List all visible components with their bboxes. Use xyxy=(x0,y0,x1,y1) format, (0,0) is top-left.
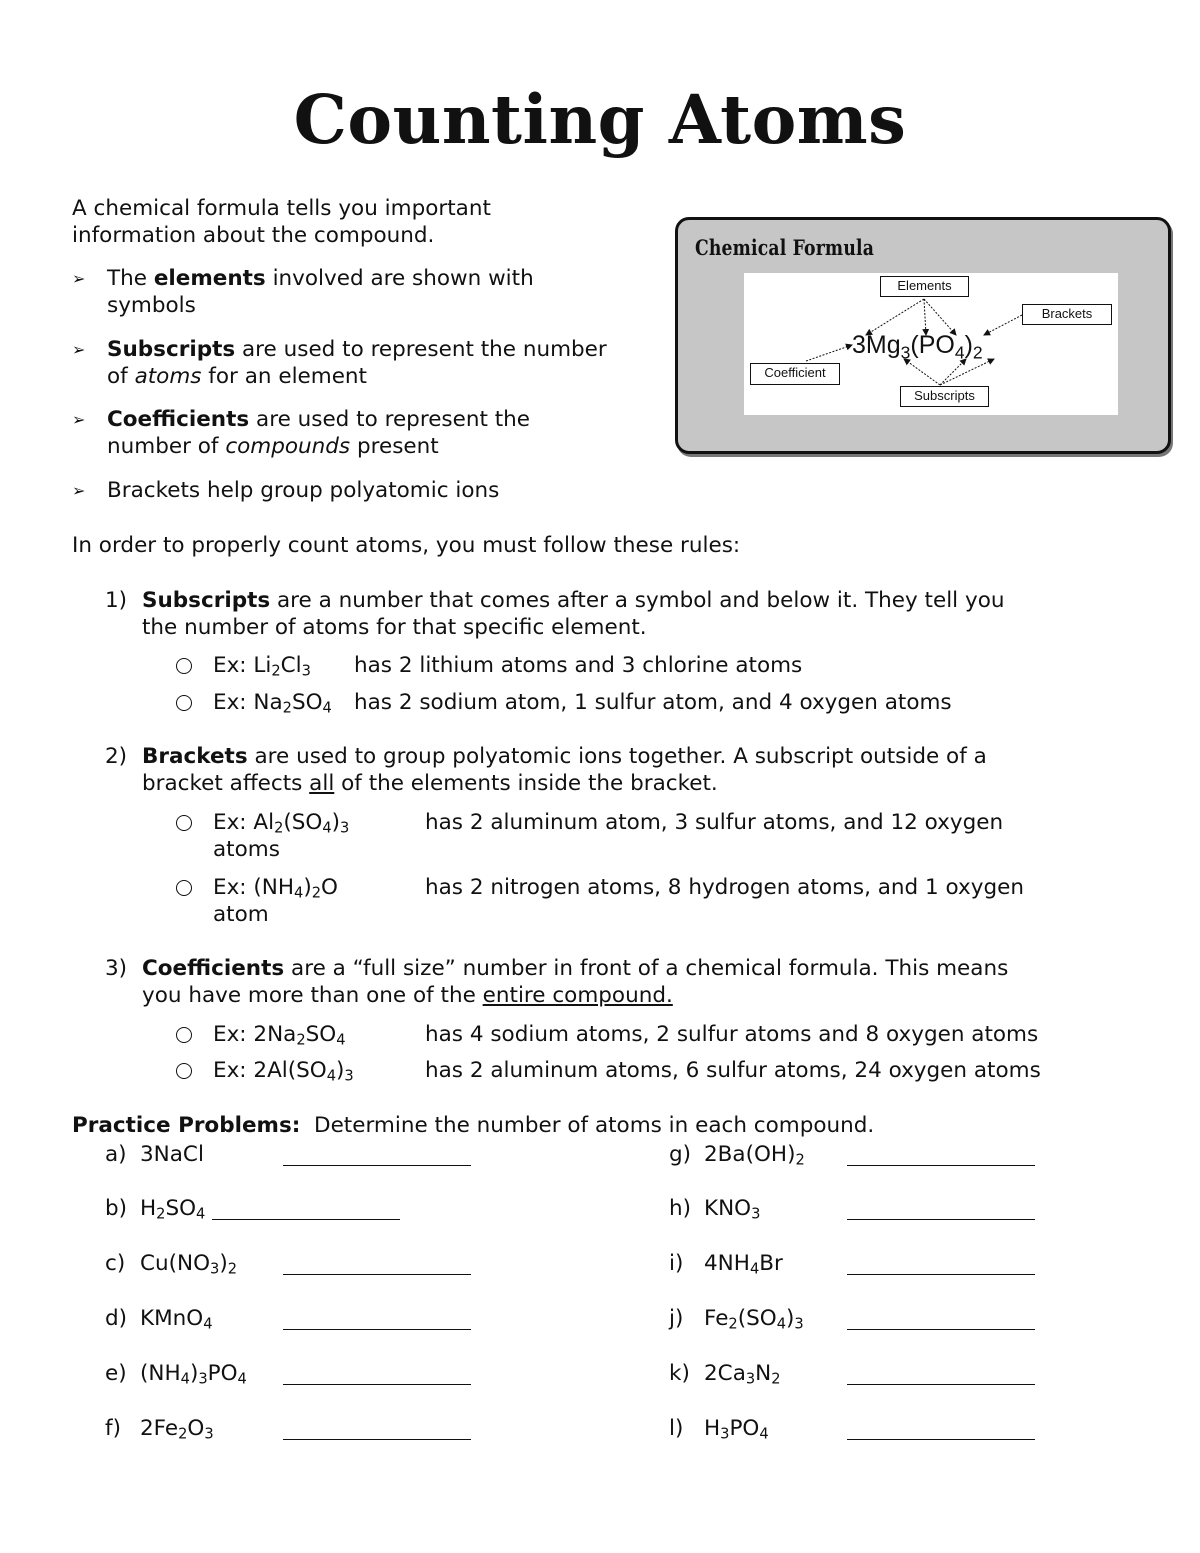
arrow-bullet-icon: ➢ xyxy=(72,481,86,500)
page-title: Counting Atoms xyxy=(293,80,907,159)
circle-bullet-icon xyxy=(176,1063,192,1079)
circle-bullet-icon xyxy=(176,658,192,674)
circle-bullet-icon xyxy=(176,815,192,831)
answer-blank-c[interactable] xyxy=(283,1274,471,1275)
arrow-line xyxy=(984,315,1022,335)
label-brackets: Brackets xyxy=(1022,304,1112,325)
answer-blank-f[interactable] xyxy=(283,1439,471,1440)
answer-blank-a[interactable] xyxy=(283,1165,471,1166)
circle-bullet-icon xyxy=(176,695,192,711)
arrow-bullet-icon: ➢ xyxy=(72,269,86,288)
practice-heading: Practice Problems: Determine the number of atoms in each compound. xyxy=(72,1113,875,1138)
answer-blank-l[interactable] xyxy=(847,1439,1035,1440)
arrow-line xyxy=(904,359,940,385)
arrow-line xyxy=(806,345,852,361)
label-coefficient: Coefficient xyxy=(750,363,840,385)
answer-blank-d[interactable] xyxy=(283,1329,471,1330)
answer-blank-g[interactable] xyxy=(847,1165,1035,1166)
figure-diagram-panel xyxy=(744,273,1118,415)
rules-intro: In order to properly count atoms, you must follow these rules: xyxy=(72,533,741,558)
arrow-line xyxy=(924,299,926,335)
chemical-formula-figure xyxy=(675,217,1171,454)
arrow-bullet-icon: ➢ xyxy=(72,340,86,359)
figure-title: Chemical Formula xyxy=(695,235,875,260)
answer-blank-h[interactable] xyxy=(847,1219,1035,1220)
arrow-line xyxy=(940,359,966,385)
answer-blank-k[interactable] xyxy=(847,1384,1035,1385)
circle-bullet-icon xyxy=(176,1027,192,1043)
label-elements: Elements xyxy=(880,276,969,297)
arrow-line xyxy=(940,359,994,385)
label-subscripts: Subscripts xyxy=(900,386,989,407)
answer-blank-e[interactable] xyxy=(283,1384,471,1385)
answer-blank-i[interactable] xyxy=(847,1274,1035,1275)
answer-blank-b[interactable] xyxy=(212,1219,400,1220)
figure-formula: $3Mg_3(PO_4)_2$ xyxy=(852,331,983,363)
circle-bullet-icon xyxy=(176,880,192,896)
arrow-line xyxy=(866,299,924,335)
answer-blank-j[interactable] xyxy=(847,1329,1035,1330)
arrow-bullet-icon: ➢ xyxy=(72,410,86,429)
arrow-line xyxy=(924,299,956,335)
intro-text: A chemical formula tells you important information about the compound. xyxy=(72,196,491,248)
